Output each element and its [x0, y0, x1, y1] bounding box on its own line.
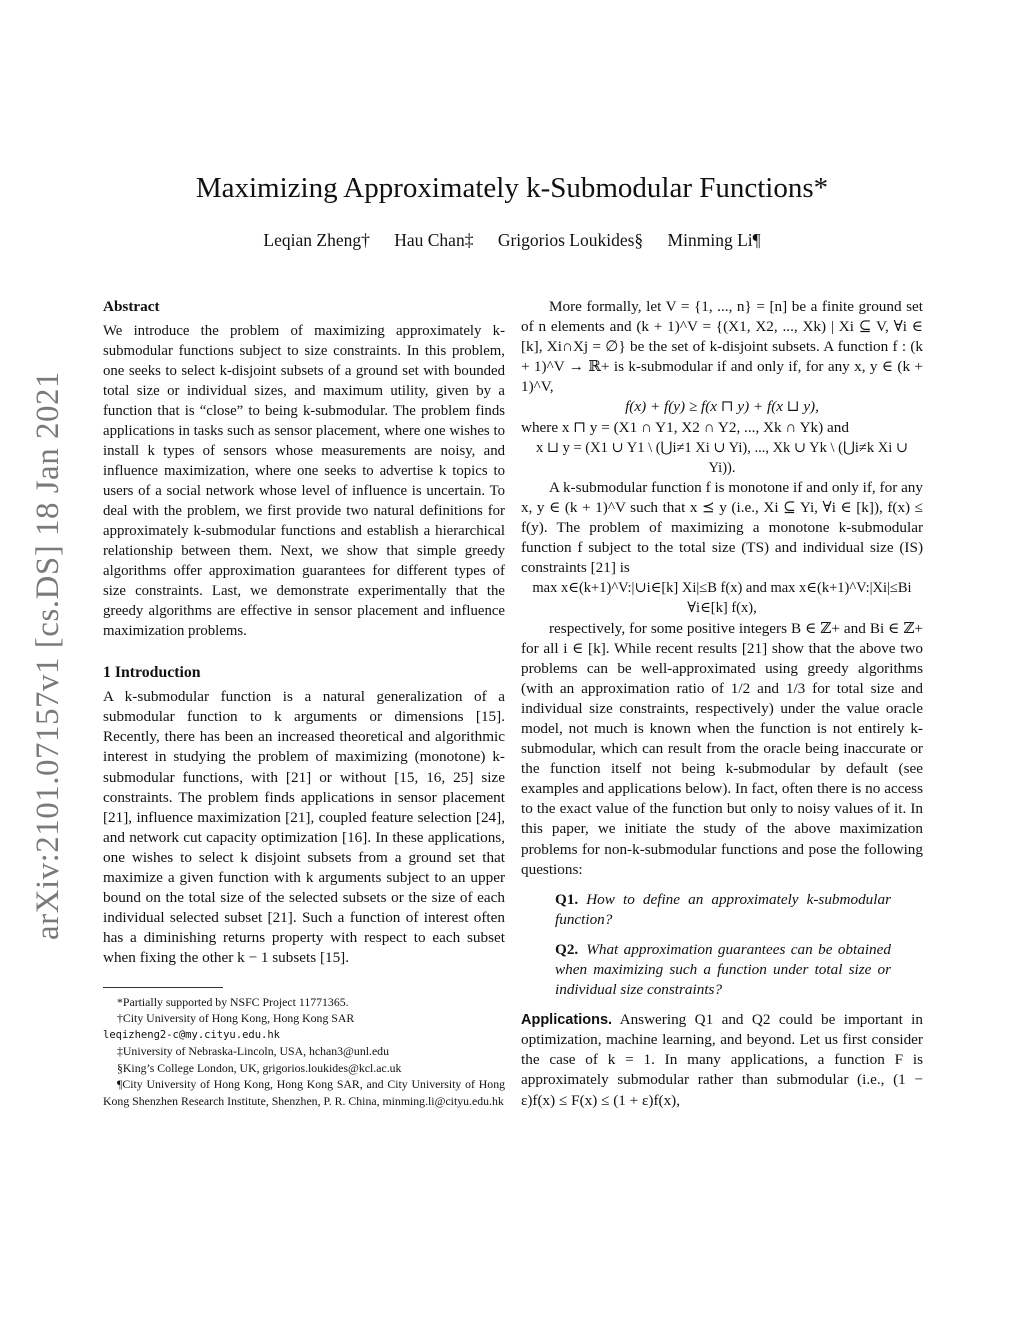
footnote-funding: *Partially supported by NSFC Project 11771365. — [117, 994, 349, 1009]
question-label: Q2. — [555, 940, 579, 958]
author-list — [0, 230, 1024, 251]
question-text: How to define an approximately k-submodular function? — [555, 890, 891, 928]
body-paragraph: where x ⊓ y = (X1 ∩ Y1, X2 ∩ Y2, ..., Xk ∩ Yk) and — [521, 418, 849, 436]
right-column — [521, 297, 923, 1111]
left-column — [103, 297, 505, 1109]
footnote-affiliation: §King’s College London, UK, grigorios.loukides@kcl.ac.uk — [117, 1060, 402, 1075]
applications-heading: Applications. — [521, 1012, 613, 1029]
question-q1 — [555, 890, 891, 930]
author-name: Hau Chan‡ — [394, 230, 474, 250]
intro-paragraph: A k-submodular function is a natural generalization of a submodular function to k arguments or dimensions [15]. Recently, there has been an increased theoretical and algorithmic interest in studying the problem of maximizing (monotone) k-submodular functions, with [21] or without [15, 16, 25] size constraints. The problem finds applications in sensor placement [21], influence maximization [21], coupled feature selection [24], and network cut capacity optimization [16]. In these applications, one wishes to select k disjoint subsets from a ground set that maximize a given function with k arguments subject to an upper bound on the total size of the selected subsets or the size of each individual selected subset [21]. Such a function of interest often has a diminishing returns property with respect to each subset when fixing the other k − 1 subsets [15]. — [103, 688, 505, 967]
section-heading-introduction: 1 Introduction — [103, 664, 201, 682]
footnote-divider — [103, 987, 223, 988]
equation-maximization: max x∈(k+1)^V:|∪i∈[k] Xi|≤B f(x) and max x∈(k+1)^V:|Xi|≤Bi ∀i∈[k] f(x), — [532, 580, 912, 617]
footnote-affiliation: ¶City University of Hong Kong, Hong Kong SAR, and City University of Hong Kong Shenzhen Research Institute, Shenzhen, P. R. China, minming.li@cityu.edu.hk — [103, 1077, 505, 1108]
author-name: Leqian Zheng† — [263, 230, 370, 250]
footnote-email[interactable]: leqizheng2-c@my.cityu.edu.hk — [103, 1028, 281, 1041]
body-paragraph: More formally, let V = {1, ..., n} = [n] be a finite ground set of n elements and (k + 1)^V = {(X1, X2, ..., Xk) | Xi ⊆ V, ∀i ∈ [k], Xi∩Xj = ∅} be the set of k-disjoint subsets. A function f : (k + 1)^V → ℝ+ is k-submodular if and only if, for any x, y ∈ (k + 1)^V, — [521, 298, 923, 396]
arxiv-identifier-stamp: arXiv:2101.07157v1 [cs.DS] 18 Jan 2021 — [30, 371, 66, 940]
question-label: Q1. — [555, 890, 579, 908]
author-name: Grigorios Loukides§ — [497, 230, 644, 250]
applications-paragraph — [521, 1010, 923, 1110]
body-paragraph: A k-submodular function f is monotone if and only if, for any x, y ∈ (k + 1)^V such that x ⪯ y (i.e., Xi ⊆ Yi, ∀i ∈ [k]), f(x) ≤ f(y). The problem of maximizing a monotone k-submodular function f subject to the total size (TS) and individual size (IS) constraints [21] is — [521, 478, 923, 577]
question-text: What approximation guarantees can be obtained when maximizing such a function under total size or individual size constraints? — [555, 940, 891, 999]
footnotes — [103, 994, 505, 1110]
footnote-affiliation: ‡University of Nebraska-Lincoln, USA, hchan3@unl.edu — [117, 1044, 389, 1058]
equation-join: x ⊔ y = (X1 ∪ Y1 \ (⋃i≠1 Xi ∪ Yi), ..., Xk ∪ Yk \ (⋃i≠k Xi ∪ Yi)). — [535, 439, 909, 476]
abstract-heading: Abstract — [103, 298, 160, 315]
abstract-body: We introduce the problem of maximizing approximately k-submodular functions subject to size constraints. In this problem, one seeks to select k-disjoint subsets of a ground set with bounded total size or individual sizes, and maximum utility, given by a function that is “close” to being k-submodular. The problem finds applications in tasks such as sensor placement, where one wishes to install k types of sensors whose measurements are noisy, and influence maximization, where one seeks to advertise k topics to users of a social network whose level of influence is uncertain. To deal with the problem, we first provide two natural definitions for approximately k-submodular functions and establish a hierarchical relationship between them. Next, we show that simple greedy algorithms offer approximation guarantees for different types of size constraints. Last, we demonstrate experimentally that the greedy algorithms are effective in sensor placement and influence maximization problems. — [103, 323, 505, 640]
author-name: Minming Li¶ — [667, 230, 761, 250]
question-q2 — [555, 940, 891, 1000]
equation-submodularity: f(x) + f(y) ≥ f(x ⊓ y) + f(x ⊔ y), — [625, 398, 819, 416]
applications-body: Answering Q1 and Q2 could be important in optimization, machine learning, and beyond. Let us first consider the case of k = 1. In many applications, a function F is approximately submodular rather than submodular (i.e., (1 − ε)f(x) ≤ F(x) ≤ (1 + ε)f(x), — [521, 1011, 923, 1109]
footnote-affiliation: †City University of Hong Kong, Hong Kong SAR — [117, 1011, 355, 1025]
body-paragraph: respectively, for some positive integers B ∈ ℤ+ and Bi ∈ ℤ+ for all i ∈ [k]. While recent results [21] show that the above two problems can be well-approximated using greedy algorithms (with an approximation ratio of 1/2 and 1/3 for total size and individual size constraints, respectively) under the value oracle model, not much is known when the function is not entirely k-submodular, which can result from the oracle being inaccurate or the function itself not being k-submodular by default (see examples and applications below). In fact, often there is no access to the exact value of the function but only to noisy values of it. In this paper, we initiate the study of the above maximization problems for non-k-submodular functions and pose the following questions: — [521, 619, 923, 878]
paper-title: Maximizing Approximately k-Submodular Functions* — [195, 172, 829, 204]
